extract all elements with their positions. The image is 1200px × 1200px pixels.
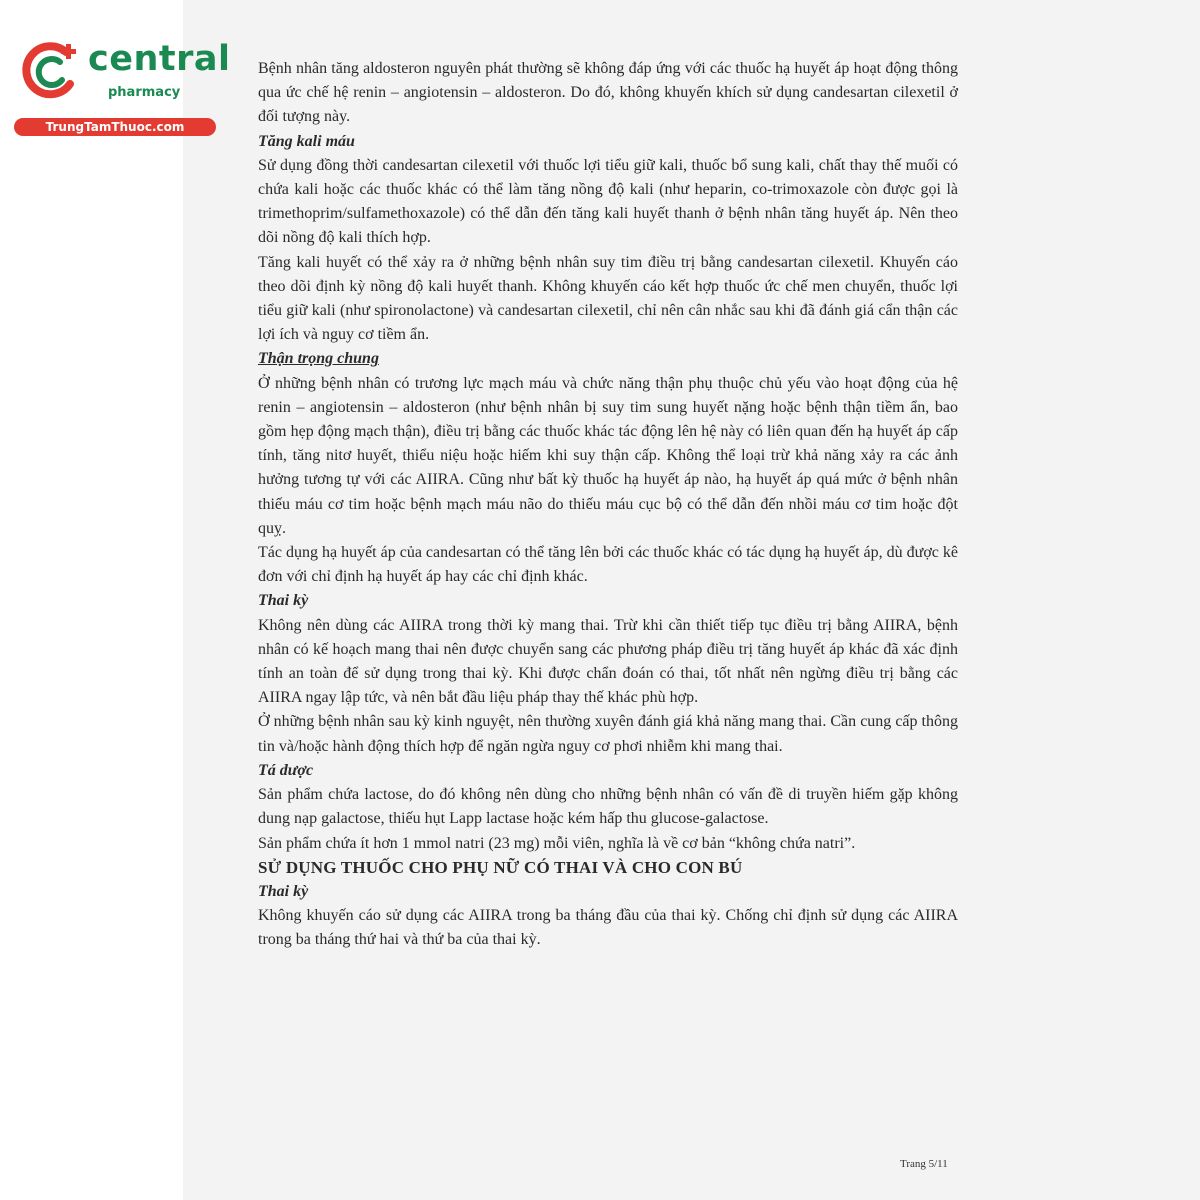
paragraph-pregnancy-2: Ở những bệnh nhân sau kỳ kinh nguyệt, nên thường xuyên đánh giá khả năng mang thai. Cần cung cấp thông tin và/hoặc hành động thích hợp để ngăn ngừa nguy cơ phơi nhiễm khi mang thai.	[258, 713, 958, 755]
paragraph-excipients-1: Sản phẩm chứa lactose, do đó không nên dùng cho những bệnh nhân có vấn đề di truyền hiếm gặp không dung nạp galactose, thiếu hụt Lapp lactase hoặc kém hấp thu glucose-galactose.	[258, 786, 958, 828]
heading-pregnancy: Thai kỳ	[258, 592, 309, 610]
paragraph-hyperkalemia-2: Tăng kali huyết có thể xảy ra ở những bệnh nhân suy tim điều trị bằng candesartan cilexetil. Khuyến cáo theo dõi định kỳ nồng độ kali huyết thanh. Không khuyến cáo kết hợp thuốc ức chế men chuyển, thuốc lợi tiểu giữ kali (như spironolactone) và candesartan cilexetil, chỉ nên cân nhắc sau khi đã đánh giá cẩn thận các lợi ích và nguy cơ tiềm ẩn.	[258, 253, 958, 344]
paragraph-hyperkalemia-1: Sử dụng đồng thời candesartan cilexetil với thuốc lợi tiểu giữ kali, thuốc bổ sung kali, chất thay thế muối có chứa kali hoặc các thuốc khác có thể làm tăng nồng độ kali (như heparin, co-trimoxazole còn được gọi là trimethoprim/sulfamethoxazole) có thể dẫn đến tăng kali huyết thanh ở bệnh nhân tăng huyết áp. Nên theo dõi nồng độ kali thích hợp.	[258, 156, 958, 247]
page-number: Trang 5/11	[900, 1158, 948, 1170]
heading-excipients: Tá dược	[258, 761, 314, 779]
logo-brand-text: central	[88, 39, 231, 79]
heading-hyperkalemia: Tăng kali máu	[258, 132, 355, 150]
logo-website-badge: TrungTamThuoc.com	[14, 118, 216, 136]
paragraph-general-precautions-2: Tác dụng hạ huyết áp của candesartan có thể tăng lên bởi các thuốc khác có tác dụng hạ huyết áp, dù được kê đơn với chỉ định hạ huyết áp hay các chỉ định khác.	[258, 544, 958, 586]
heading-general-precautions: Thận trọng chung	[258, 350, 379, 368]
paragraph-excipients-2: Sản phẩm chứa ít hơn 1 mmol natri (23 mg) mỗi viên, nghĩa là về cơ bản “không chứa natri”.	[258, 834, 856, 852]
paragraph-pregnancy-1: Không nên dùng các AIIRA trong thời kỳ mang thai. Trừ khi cần thiết tiếp tục điều trị bằng AIIRA, bệnh nhân có kế hoạch mang thai nên được chuyển sang các phương pháp điều trị tăng huyết áp khác đã xác định tính an toàn để sử dụng trong thai kỳ. Khi được chẩn đoán có thai, tốt nhất nên ngừng điều trị bằng các AIIRA ngay lập tức, và nên bắt đầu liệu pháp thay thế khác phù hợp.	[258, 616, 958, 707]
logo-subtitle: pharmacy	[108, 85, 181, 100]
pharmacy-ring-icon	[16, 40, 82, 106]
document-body	[258, 57, 958, 953]
heading-pregnancy-2: Thai kỳ	[258, 882, 309, 900]
paragraph-general-precautions-1: Ở những bệnh nhân có trương lực mạch máu và chức năng thận phụ thuộc chủ yếu vào hoạt động của hệ renin – angiotensin – aldosteron (như bệnh nhân bị suy tim sung huyết nặng hoặc bệnh thận tiềm ẩn, bao gồm hẹp động mạch thận), điều trị bằng các thuốc khác tác động lên hệ này có liên quan đến hạ huyết áp cấp tính, tăng nitơ huyết, thiểu niệu hoặc hiếm khi suy thận cấp. Không thể loại trừ khả năng xảy ra các ảnh hưởng tương tự với các AIIRA. Cũng như bất kỳ thuốc hạ huyết áp nào, hạ huyết áp quá mức ở bệnh nhân thiếu máu cơ tim hoặc bệnh mạch máu não do thiếu máu cục bộ có thể dẫn đến nhồi máu cơ tim hoặc đột quỵ.	[258, 374, 958, 537]
paragraph-primary-aldosteronism: Bệnh nhân tăng aldosteron nguyên phát thường sẽ không đáp ứng với các thuốc hạ huyết áp hoạt động thông qua ức chế hệ renin – angiotensin – aldosteron. Do đó, không khuyến khích sử dụng candesartan cilexetil ở đối tượng này.	[258, 60, 958, 126]
central-pharmacy-logo[interactable]	[8, 36, 231, 141]
paragraph-pregnancy-3: Không khuyến cáo sử dụng các AIIRA trong ba tháng đầu của thai kỳ. Chống chỉ định sử dụng các AIIRA trong ba tháng thứ hai và thứ ba của thai kỳ.	[258, 907, 958, 949]
section-title-pregnancy-lactation: SỬ DỤNG THUỐC CHO PHỤ NỮ CÓ THAI VÀ CHO CON BÚ	[258, 857, 743, 877]
